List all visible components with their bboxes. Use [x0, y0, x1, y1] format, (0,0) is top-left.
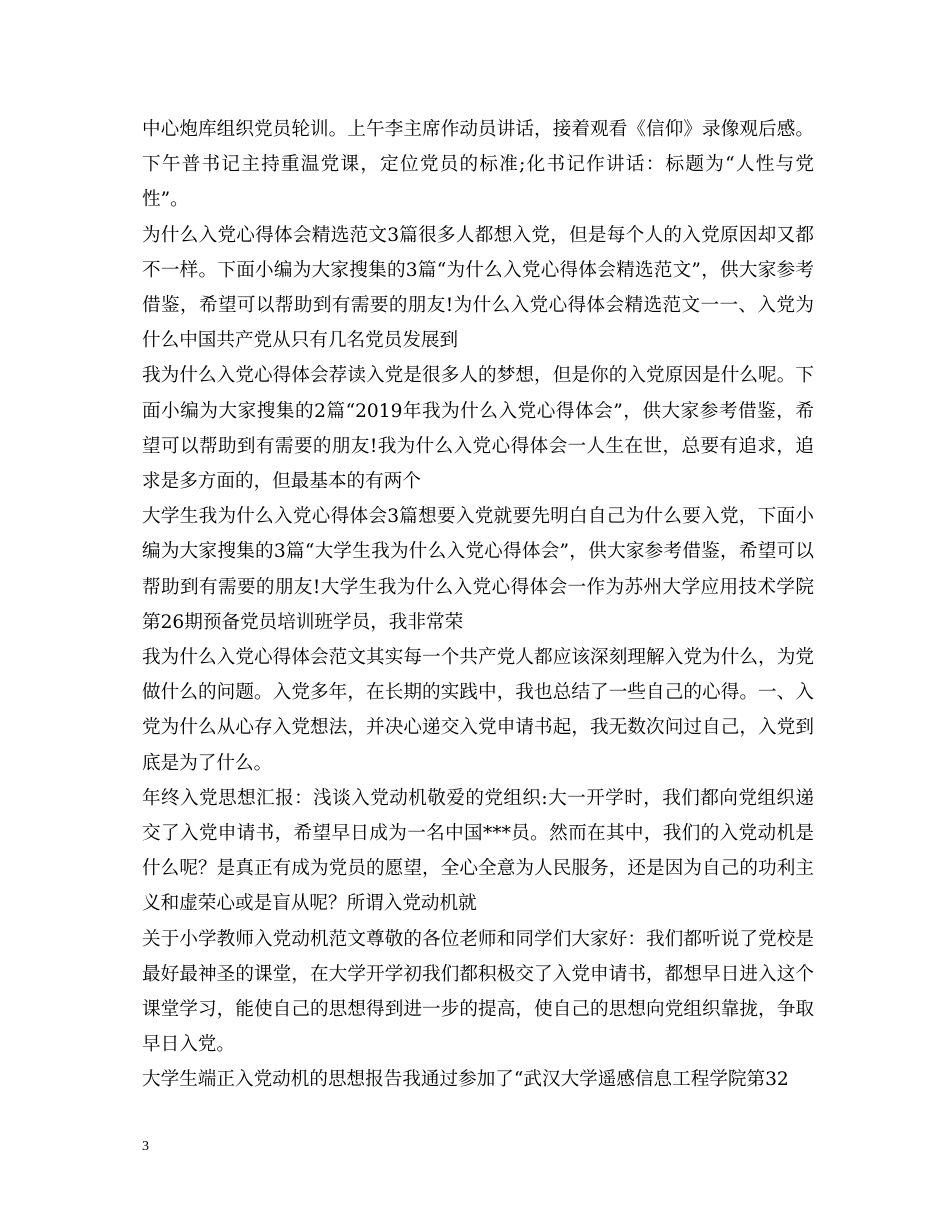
paragraph-4: 大学生我为什么入党心得体会3篇想要入党就要先明白自己为什么要入党，下面小编为大家搜集的3篇“大学生我为什么入党心得体会”，供大家参考借鉴，希望可以帮助到有需要的朋友!大学生我为什么入党心得体会一作为苏州大学应用技术学院第26期预备党员培训班学员，我非常荣	[142, 506, 814, 633]
paragraph-8: 大学生端正入党动机的思想报告我通过参加了“武汉大学遥感信息工程学院第32	[142, 1069, 789, 1091]
page-number: 3	[142, 1139, 149, 1154]
paragraph-5: 我为什么入党心得体会范文其实每一个共产党人都应该深刻理解入党为什么，为党做什么的问题。入党多年，在长期的实践中，我也总结了一些自己的心得。一、入党为什么从心存入党想法，并决心递交入党申请书起，我无数次问过自己，入党到底是为了什么。	[142, 647, 814, 774]
document-body	[142, 112, 814, 1098]
paragraph-3: 我为什么入党心得体会荐读入党是很多人的梦想，但是你的入党原因是什么呢。下面小编为大家搜集的2篇“2019年我为什么入党心得体会”，供大家参考借鉴，希望可以帮助到有需要的朋友!我为什么入党心得体会一人生在世，总要有追求，追求是多方面的，但最基本的有两个	[142, 365, 814, 493]
paragraph-6: 年终入党思想汇报：浅谈入党动机敬爱的党组织:大一开学时，我们都向党组织递交了入党申请书，希望早日成为一名中国***员。然而在其中，我们的入党动机是什么呢？是真正有成为党员的愿望，全心全意为人民服务，还是因为自己的功利主义和虚荣心或是盲从呢？所谓入党动机就	[142, 787, 814, 915]
paragraph-1: 中心炮库组织党员轮训。上午李主席作动员讲话，接着观看《信仰》录像观后感。下午普书记主持重温党课，定位党员的标准;化书记作讲话：标题为“人性与党性”。	[142, 119, 814, 211]
paragraph-7: 关于小学教师入党动机范文尊敬的各位老师和同学们大家好：我们都听说了党校是最好最神圣的课堂，在大学开学初我们都积极交了入党申请书，都想早日进入这个课堂学习，能使自己的思想得到进一步的提高，使自己的思想向党组织靠拢，争取早日入党。	[142, 928, 814, 1056]
paragraph-2: 为什么入党心得体会精选范文3篇很多人都想入党，但是每个人的入党原因却又都不一样。下面小编为大家搜集的3篇“为什么入党心得体会精选范文”，供大家参考借鉴，希望可以帮助到有需要的朋友!为什么入党心得体会精选范文一一、入党为什么中国共产党从只有几名党员发展到	[142, 224, 814, 352]
